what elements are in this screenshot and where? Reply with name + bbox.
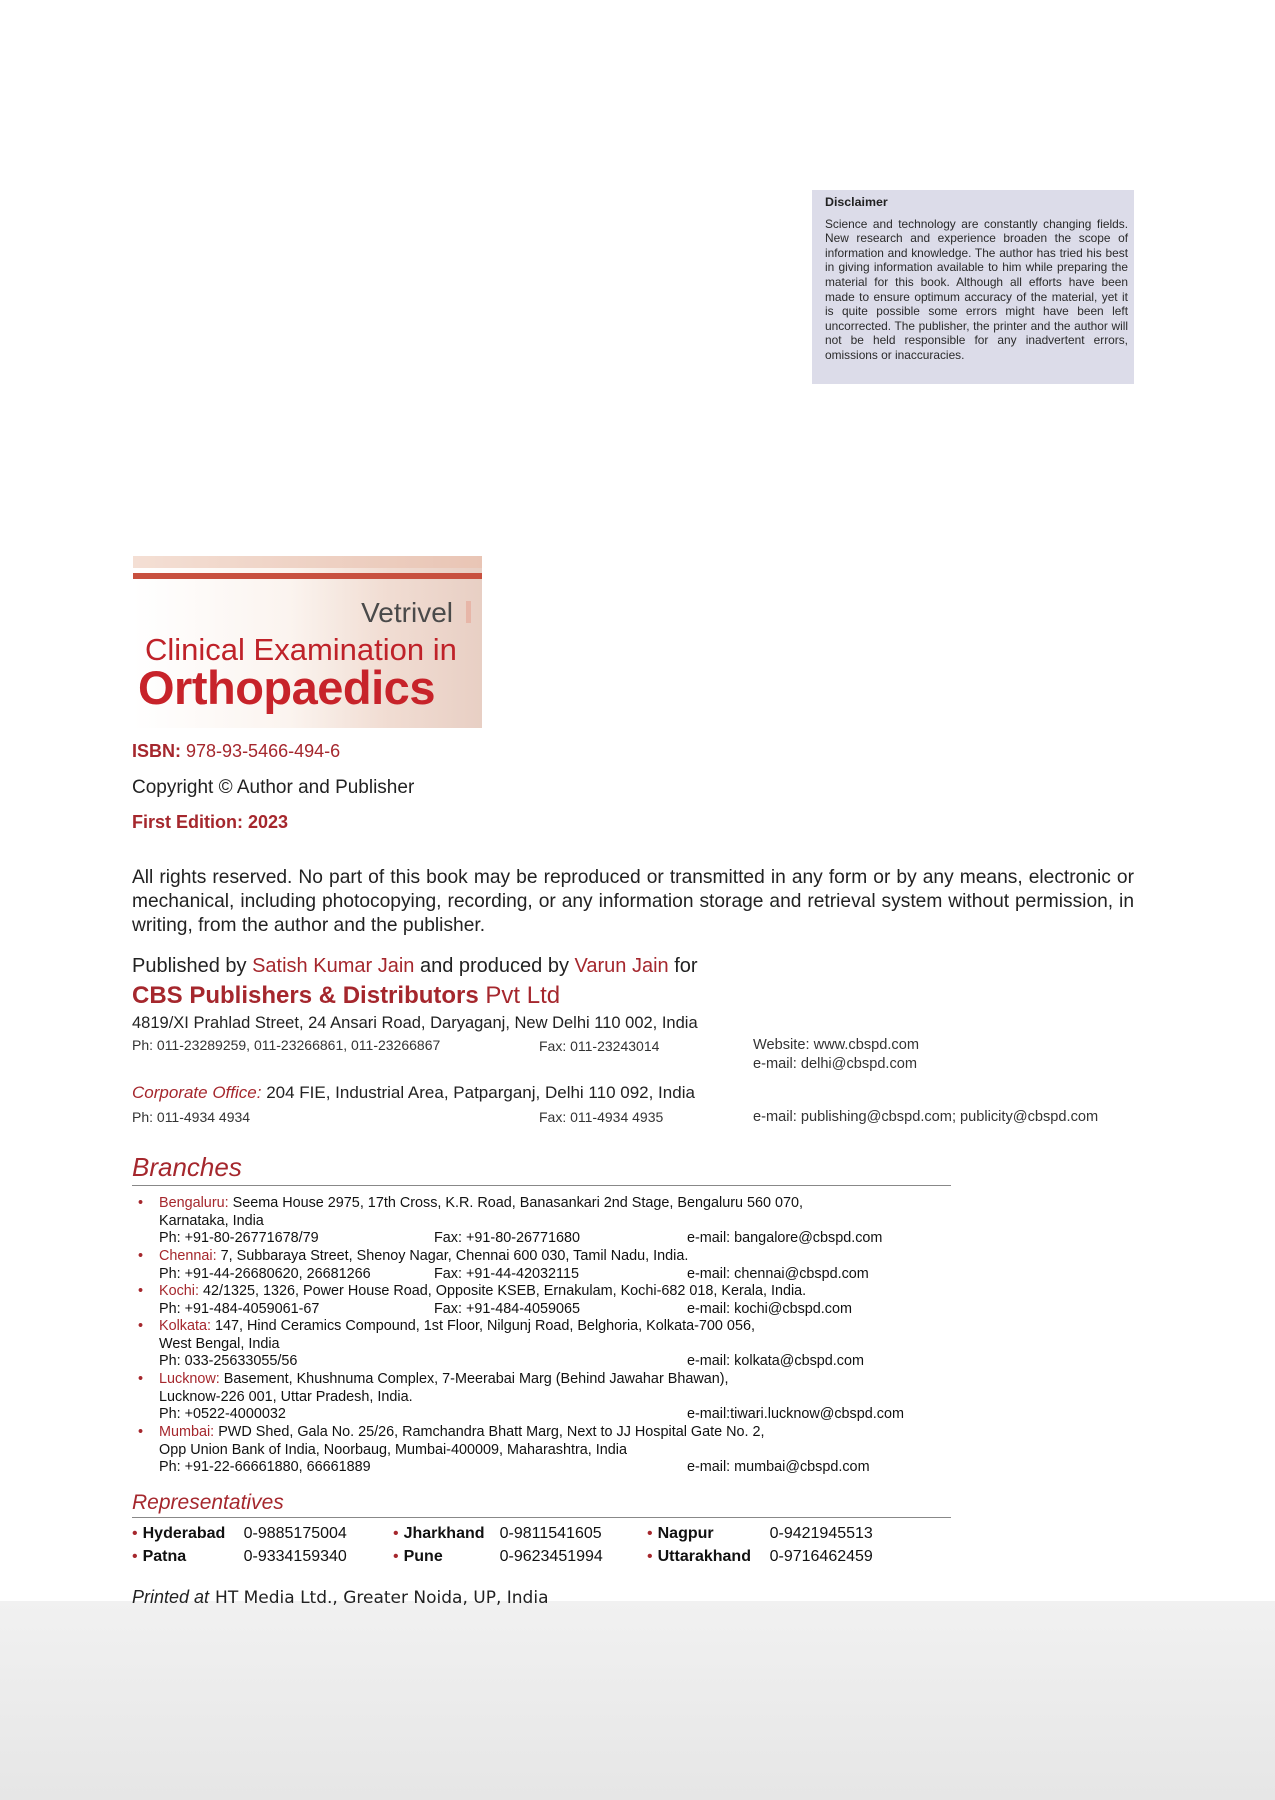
rep-phone: 0-9421945513 <box>769 1525 873 1542</box>
branch-fax: Fax: +91-80-26771680 <box>434 1230 581 1247</box>
branch-fax: Fax: +91-484-4059065 <box>434 1300 581 1317</box>
disclaimer-box <box>812 190 1134 384</box>
bullet-icon: • <box>138 1195 144 1211</box>
branch-address: Basement, Khushnuma Complex, 7-Meerabai Marg (Behind Jawahar Bhawan), <box>223 1371 729 1387</box>
corporate-office-label: Corporate Office: <box>132 1083 262 1102</box>
branch-city: Kolkata: <box>159 1318 211 1334</box>
branch-email: e-mail: mumbai@cbspd.com <box>687 1459 870 1476</box>
rep-phone: 0-9811541605 <box>499 1525 602 1542</box>
branch-city: Mumbai: <box>159 1424 215 1440</box>
corporate-office-address: 204 FIE, Industrial Area, Patparganj, Delhi 110 092, India <box>266 1083 695 1102</box>
branch-address-cont: Opp Union Bank of India, Noorbaug, Mumbai-400009, Maharashtra, India <box>159 1441 627 1458</box>
branch-phone: Ph: +91-484-4059061-67 <box>159 1300 320 1317</box>
rep-phone: 0-9623451994 <box>499 1548 603 1565</box>
bullet-icon: • <box>132 1525 138 1542</box>
branch-kochi <box>138 1283 958 1318</box>
cover-title-line1: Clinical Examination in <box>145 632 457 667</box>
cover-accent-bar <box>466 601 471 623</box>
branch-lucknow <box>138 1371 958 1424</box>
branch-kolkata <box>138 1318 958 1371</box>
branch-phone: Ph: +0522-4000032 <box>159 1406 286 1423</box>
rep-hyderabad <box>132 1525 347 1543</box>
branch-city: Chennai: <box>159 1248 217 1264</box>
corporate-office-line <box>132 1083 695 1103</box>
cover-red-stripe <box>133 573 482 579</box>
rep-phone: 0-9334159340 <box>243 1548 347 1565</box>
bullet-icon: • <box>132 1548 138 1565</box>
bullet-icon: • <box>393 1548 399 1565</box>
edition: First Edition: 2023 <box>132 812 289 832</box>
head-office-phone: Ph: 011-23289259, 011-23266861, 011-23266867 <box>132 1037 441 1053</box>
printed-at <box>132 1587 548 1608</box>
rep-uttarakhand <box>647 1548 873 1566</box>
bullet-icon: • <box>393 1525 399 1542</box>
branch-email: e-mail: kochi@cbspd.com <box>687 1300 852 1317</box>
representatives-title: Representatives <box>132 1491 284 1514</box>
branch-email: e-mail: kolkata@cbspd.com <box>687 1353 864 1370</box>
rep-city: Uttarakhand <box>657 1548 751 1565</box>
branch-phone: Ph: +91-44-26680620, 26681266 <box>159 1265 371 1282</box>
head-office-address: 4819/XI Prahlad Street, 24 Ansari Road, Daryaganj, New Delhi 110 002, India <box>132 1014 698 1032</box>
branch-address: 147, Hind Ceramics Compound, 1st Floor, Nilgunj Road, Belghoria, Kolkata-700 056, <box>215 1318 755 1334</box>
branch-bengaluru <box>138 1195 958 1248</box>
rights-statement: All rights reserved. No part of this book may be reproduced or transmitted in any form or by any means, electronic or mechanical, including photocopying, recording, or any information storage and retrieval system without permission, in writing, from the author and the publisher. <box>132 867 1134 936</box>
rep-city: Pune <box>403 1548 443 1565</box>
publisher-company-suffix: Pvt Ltd <box>485 982 561 1009</box>
producer-person: Varun Jain <box>574 955 669 977</box>
head-office-fax: Fax: 011-23243014 <box>539 1038 660 1054</box>
rep-city: Hyderabad <box>142 1525 226 1542</box>
branch-email: e-mail:tiwari.lucknow@cbspd.com <box>687 1406 904 1423</box>
rep-patna <box>132 1548 347 1566</box>
copyright: Copyright © Author and Publisher <box>132 777 415 798</box>
bullet-icon: • <box>138 1283 144 1299</box>
cover-author: Vetrivel <box>361 597 453 628</box>
branch-email: e-mail: bangalore@cbspd.com <box>687 1230 883 1247</box>
bullet-icon: • <box>138 1318 144 1334</box>
branches-title: Branches <box>132 1152 242 1182</box>
rep-nagpur <box>647 1525 873 1543</box>
isbn-label: ISBN: <box>132 741 181 761</box>
printed-label: Printed at <box>132 1587 210 1607</box>
branch-fax: Fax: +91-44-42032115 <box>434 1265 579 1282</box>
branch-city: Bengaluru: <box>159 1195 229 1211</box>
rep-city: Jharkhand <box>403 1525 485 1542</box>
branch-address: 42/1325, 1326, Power House Road, Opposite KSEB, Ernakulam, Kochi-682 018, Kerala, India. <box>203 1283 807 1299</box>
branch-city: Kochi: <box>159 1283 199 1299</box>
cover-title-line2: Orthopaedics <box>138 661 435 714</box>
head-office-website: Website: www.cbspd.com <box>753 1037 919 1053</box>
branch-email: e-mail: chennai@cbspd.com <box>687 1265 869 1282</box>
publisher-person: Satish Kumar Jain <box>252 955 415 977</box>
branches-rule <box>132 1185 951 1186</box>
printed-value: HT Media Ltd., Greater Noida, UP, India <box>215 1588 549 1608</box>
bullet-icon: • <box>138 1248 144 1264</box>
rep-phone: 0-9885175004 <box>243 1525 347 1542</box>
rep-phone: 0-9716462459 <box>769 1548 873 1565</box>
isbn <box>132 741 340 762</box>
bullet-icon: • <box>647 1548 653 1565</box>
branch-phone: Ph: 033-25633055/56 <box>159 1353 298 1370</box>
rep-city: Patna <box>142 1548 187 1565</box>
corporate-office-fax: Fax: 011-4934 4935 <box>539 1109 664 1125</box>
rep-jharkhand <box>393 1525 602 1543</box>
branch-mumbai <box>138 1424 958 1477</box>
corporate-office-phone: Ph: 011-4934 4934 <box>132 1109 251 1125</box>
disclaimer-text: Science and technology are constantly changing fields. New research and experience broaden the scope of information and knowledge. The author has tried his best in giving information available to him while preparing the material for this book. Although all efforts have been made to ensure optimum accuracy of the material, yet it is quite possible some errors might have been left uncorrected. The publisher, the printer and the author will not be held responsible for any inadvertent errors, omissions or inaccuracies. <box>825 216 1128 362</box>
published-by-line <box>132 955 698 978</box>
branch-phone: Ph: +91-80-26771678/79 <box>159 1230 319 1247</box>
rep-pune <box>393 1548 603 1566</box>
branch-address-cont: Lucknow-226 001, Uttar Pradesh, India. <box>159 1388 413 1405</box>
isbn-value: 978-93-5466-494-6 <box>186 741 341 761</box>
bullet-icon: • <box>138 1424 144 1440</box>
head-office-email: e-mail: delhi@cbspd.com <box>753 1056 918 1072</box>
book-cover-thumbnail <box>133 556 482 728</box>
publisher-name <box>132 982 560 1010</box>
branch-chennai <box>138 1248 958 1283</box>
branch-address-cont: West Bengal, India <box>159 1335 280 1352</box>
published-middle: and produced by <box>419 955 569 977</box>
branch-address-cont: Karnataka, India <box>159 1212 264 1229</box>
branch-address: 7, Subbaraya Street, Shenoy Nagar, Chennai 600 030, Tamil Nadu, India. <box>220 1248 689 1264</box>
cover-top-stripe <box>133 556 482 568</box>
branch-city: Lucknow: <box>159 1371 220 1387</box>
bullet-icon: • <box>647 1525 653 1542</box>
published-suffix: for <box>674 955 698 977</box>
bullet-icon: • <box>138 1371 144 1387</box>
rep-city: Nagpur <box>657 1525 714 1542</box>
corporate-office-email: e-mail: publishing@cbspd.com; publicity@cbspd.com <box>753 1109 1099 1125</box>
page-footer-band <box>0 1601 1275 1800</box>
branch-phone: Ph: +91-22-66661880, 66661889 <box>159 1459 371 1476</box>
publisher-company: CBS Publishers & Distributors <box>132 982 479 1009</box>
branch-address: PWD Shed, Gala No. 25/26, Ramchandra Bhatt Marg, Next to JJ Hospital Gate No. 2, <box>218 1424 765 1440</box>
representatives-rule <box>132 1517 951 1518</box>
published-prefix: Published by <box>132 955 247 977</box>
disclaimer-title: Disclaimer <box>825 195 888 209</box>
branch-address: Seema House 2975, 17th Cross, K.R. Road, Banasankari 2nd Stage, Bengaluru 560 070, <box>232 1195 804 1211</box>
